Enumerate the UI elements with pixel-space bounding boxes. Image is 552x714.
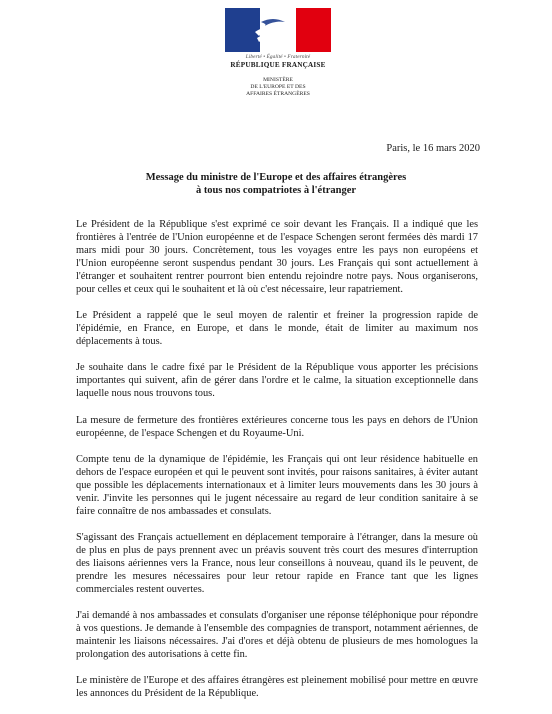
document-body [76,218,478,714]
paragraph: La mesure de fermeture des frontières extérieures concerne tous les pays en dehors de l'Union européenne, de l'espace Schengen et du Royaume-Uni. [76,414,478,439]
marianne-flag-icon [225,8,331,52]
document-date: Paris, le 16 mars 2020 [386,143,480,154]
paragraph: Compte tenu de la dynamique de l'épidémie, les Français qui ont leur résidence habituelle en dehors de l'espace européen et qui le peuvent sont invités, pour raisons sanitaires, à éviter autant que possible les déplacements internationaux et à limiter leurs mouvements dans les 30 jours à venir. J'invite les personnes qui le jugent nécessaire au regard de leur condition sanitaire à se faire connaître de nos ambassades et consulats. [76,453,478,517]
paragraph: Je souhaite dans le cadre fixé par le Président de la République vous apporter les précisions importantes qui suivent, afin de gérer dans l'ordre et le calme, la situation exceptionnelle dans laquelle nous nous trouvons tous. [76,362,478,400]
title-line-2: à tous nos compatriotes à l'étranger [195,185,357,196]
paragraph: S'agissant des Français actuellement en déplacement temporaire à l'étranger, dans la mesure où de plus en plus de pays prennent avec un préavis souvent très court des mesures d'interruption des liaisons aériennes vers la France, nous leur conseillons à nouveau, quand ils le peuvent, de prendre les mesures nécessaires pour leur retour rapide en France tant que les lignes commerciales restent ouvertes. [76,531,478,595]
paragraph: Le Président de la République s'est exprimé ce soir devant les Français. Il a indiqué que les frontières à l'entrée de l'Union européenne et de l'espace Schengen seront fermées dès mardi 17 mars midi pour 30 jours. Concrètement, tous les voyages entre les pays non européens et l'Union européenne seront suspendus pendant 30 jours. Les Français qui sont actuellement à l'étranger et souhaitent rentrer pourront bien entendu rejoindre notre pays. Nous organiserons, pour celles et ceux qui le souhaitent et là où c'est nécessaire, leur rapatriement. [76,219,478,295]
paragraph: Le Président a rappelé que le seul moyen de ralentir et freiner la progression rapide de l'épidémie, en France, en Europe, et dans le monde, était de limiter au maximum nos déplacements à tous. [76,310,478,348]
paragraph: Le ministère de l'Europe et des affaires étrangères est pleinement mobilisé pour mettre en œuvre les annonces du Président de la République. [76,675,478,700]
government-logo [225,8,331,98]
republic-name: RÉPUBLIQUE FRANÇAISE [230,61,326,69]
republic-motto: Liberté • Égalité • Fraternité [245,54,311,60]
document-title [0,171,552,197]
ministry-name: MINISTÈRE DE L'EUROPE ET DES AFFAIRES ÉTRANGÈRES [246,77,310,97]
paragraph: J'ai demandé à nos ambassades et consulats d'organiser une réponse téléphonique pour répondre à vos questions. Je demande à l'ensemble des compagnies de transport, notamment aériennes, de maintenir les liaisons nécessaires. J'ai d'ores et déjà obtenu de plusieurs de mes homologues la prolongation des autorisations à cette fin. [76,610,478,661]
title-line-1: Message du ministre de l'Europe et des affaires étrangères [145,172,407,183]
